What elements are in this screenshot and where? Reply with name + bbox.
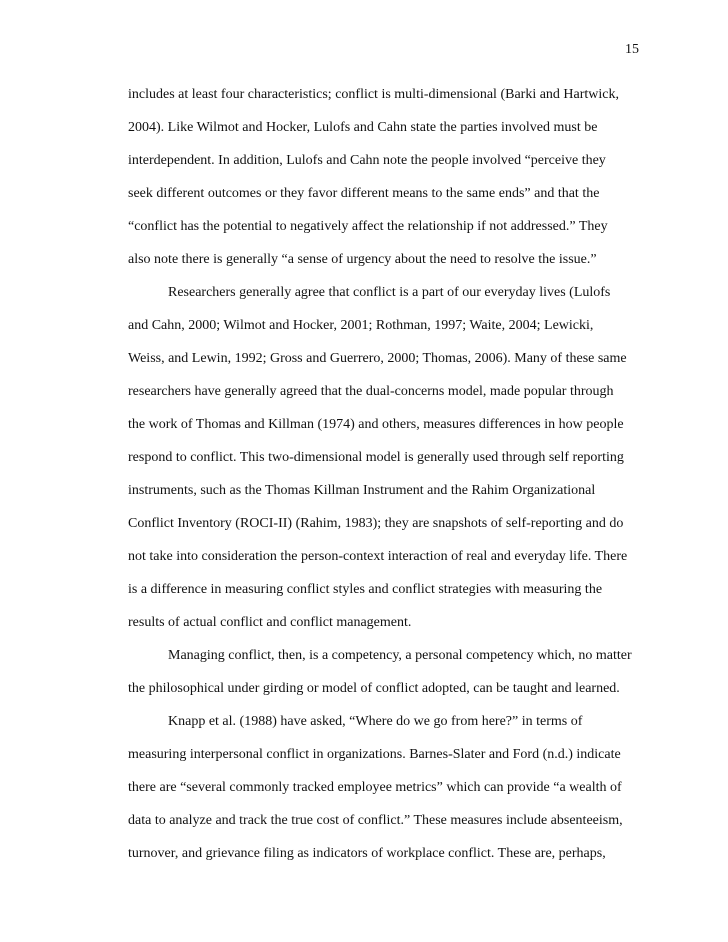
- text-line: turnover, and grievance filing as indicators of workplace conflict. These are, perhaps,: [128, 846, 606, 861]
- text-line: the work of Thomas and Killman (1974) and others, measures differences in how people: [128, 417, 624, 432]
- paragraph-first-line: Knapp et al. (1988) have asked, “Where do we go from here?” in terms of: [168, 714, 583, 729]
- text-line: is a difference in measuring conflict styles and conflict strategies with measuring the: [128, 582, 603, 597]
- text-line: not take into consideration the person-context interaction of real and everyday life. There: [128, 549, 628, 564]
- text-line: researchers have generally agreed that the dual-concerns model, made popular through: [128, 384, 614, 399]
- text-line: instruments, such as the Thomas Killman Instrument and the Rahim Organizational: [128, 483, 596, 498]
- paragraph-first-line: Managing conflict, then, is a competency, a personal competency which, no matter: [168, 648, 632, 663]
- text-line: data to analyze and track the true cost of conflict.” These measures include absenteeism,: [128, 813, 623, 828]
- text-line: results of actual conflict and conflict management.: [128, 615, 412, 630]
- text-line: the philosophical under girding or model of conflict adopted, can be taught and learned.: [128, 681, 620, 696]
- text-line: also note there is generally “a sense of urgency about the need to resolve the issue.”: [128, 252, 597, 267]
- text-line: interdependent. In addition, Lulofs and Cahn note the people involved “perceive they: [128, 153, 606, 168]
- text-line: Weiss, and Lewin, 1992; Gross and Guerrero, 2000; Thomas, 2006). Many of these same: [128, 351, 627, 366]
- text-line: measuring interpersonal conflict in organizations. Barnes-Slater and Ford (n.d.) indicate: [128, 747, 621, 762]
- text-line: Conflict Inventory (ROCI-II) (Rahim, 1983); they are snapshots of self-reporting and do: [128, 516, 624, 531]
- page-number: 15: [625, 42, 639, 57]
- paragraph-first-line: Researchers generally agree that conflict is a part of our everyday lives (Lulofs: [168, 285, 611, 300]
- text-line: respond to conflict. This two-dimensional model is generally used through self reporting: [128, 450, 624, 465]
- text-line: and Cahn, 2000; Wilmot and Hocker, 2001; Rothman, 1997; Waite, 2004; Lewicki,: [128, 318, 594, 333]
- text-line: “conflict has the potential to negatively affect the relationship if not addressed.” They: [128, 219, 608, 234]
- text-line: includes at least four characteristics; conflict is multi-dimensional (Barki and Hartwick,: [128, 87, 620, 102]
- text-line: seek different outcomes or they favor different means to the same ends” and that the: [128, 186, 600, 201]
- text-line: there are “several commonly tracked employee metrics” which can provide “a wealth of: [128, 780, 622, 795]
- text-line: 2004). Like Wilmot and Hocker, Lulofs and Cahn state the parties involved must be: [128, 120, 598, 135]
